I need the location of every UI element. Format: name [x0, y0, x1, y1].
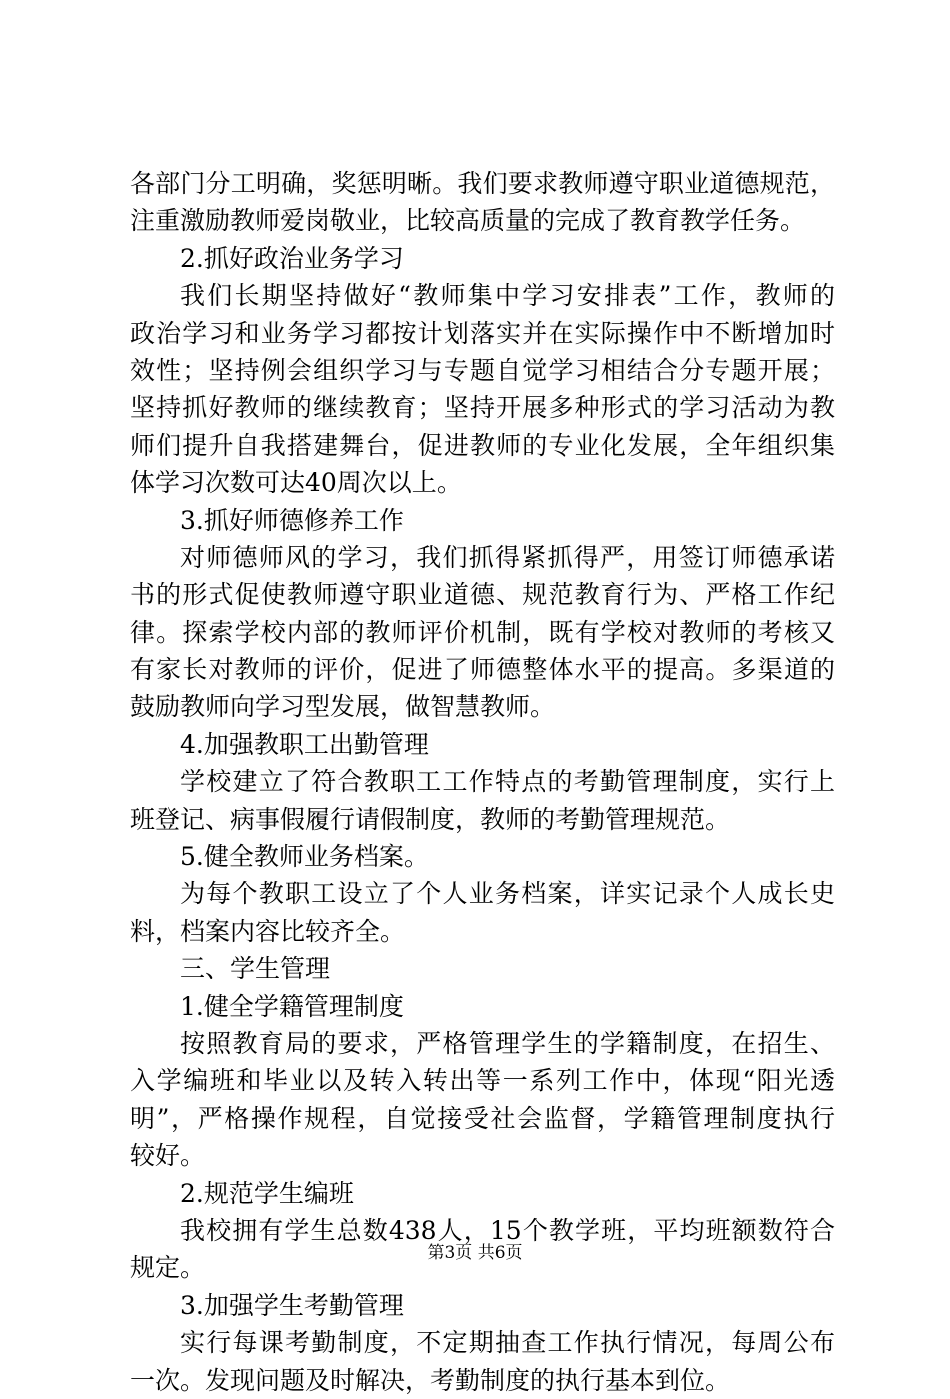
text-line: 师们提升自我搭建舞台，促进教师的专业化发展，全年组织集 [130, 430, 835, 460]
text-line: 为每个教职工设立了个人业务档案，详实记录个人成长史 [180, 879, 835, 909]
text-line: 政治学习和业务学习都按计划落实并在实际操作中不断增加时 [130, 318, 835, 348]
text-line: 入学编班和毕业以及转入转出等一系列工作中，体现“阳光透 [130, 1066, 835, 1096]
text-line: 鼓励教师向学习型发展，做智慧教师。 [130, 692, 556, 722]
text-line: 效性；坚持例会组织学习与专题自觉学习相结合分专题开展； [130, 355, 835, 385]
text-line: 律。探索学校内部的教师评价机制，既有学校对教师的考核又 [130, 617, 835, 647]
text-line: 料，档案内容比较齐全。 [130, 916, 406, 946]
text-line: 2.规范学生编班 [180, 1178, 354, 1208]
text-line: 1.健全学籍管理制度 [180, 991, 404, 1021]
text-line: 明”，严格操作规程，自觉接受社会监督，学籍管理制度执行 [130, 1103, 835, 1133]
text-line: 班登记、病事假履行请假制度，教师的考勤管理规范。 [130, 804, 731, 834]
text-line: 我们长期坚持做好“教师集中学习安排表”工作，教师的 [180, 281, 835, 311]
page-footer: 第3页 共6页 [427, 1243, 523, 1263]
text-line: 坚持抓好教师的继续教育；坚持开展多种形式的学习活动为教 [130, 393, 835, 423]
text-line: 较好。 [130, 1141, 206, 1171]
text-line: 我校拥有学生总数438人，15个教学班，平均班额数符合 [180, 1215, 835, 1245]
document-body [130, 165, 835, 1399]
text-line: 规定。 [130, 1253, 206, 1283]
text-line: 3.抓好师德修养工作 [180, 505, 404, 535]
text-line: 体学习次数可达40周次以上。 [130, 468, 462, 498]
text-line: 2.抓好政治业务学习 [180, 243, 404, 273]
text-line: 按照教育局的要求，严格管理学生的学籍制度，在招生、 [180, 1028, 835, 1058]
text-line: 3.加强学生考勤管理 [180, 1290, 404, 1320]
text-line: 三、学生管理 [180, 954, 331, 984]
text-line: 4.加强教职工出勤管理 [180, 729, 429, 759]
text-line: 注重激励教师爱岗敬业，比较高质量的完成了教育教学任务。 [130, 206, 806, 236]
text-line: 实行每课考勤制度，不定期抽查工作执行情况，每周公布 [180, 1328, 835, 1358]
text-line: 各部门分工明确，奖惩明晰。我们要求教师遵守职业道德规范， [130, 169, 835, 198]
text-line: 一次。发现问题及时解决，考勤制度的执行基本到位。 [130, 1365, 731, 1395]
text-line: 书的形式促使教师遵守职业道德、规范教育行为、严格工作纪 [130, 580, 835, 610]
text-line: 对师德师风的学习，我们抓得紧抓得严，用签订师德承诺 [180, 542, 835, 572]
text-line: 有家长对教师的评价，促进了师德整体水平的提高。多渠道的 [130, 655, 835, 685]
text-line: 5.健全教师业务档案。 [180, 842, 429, 872]
text-line: 学校建立了符合教职工工作特点的考勤管理制度，实行上 [180, 767, 835, 797]
